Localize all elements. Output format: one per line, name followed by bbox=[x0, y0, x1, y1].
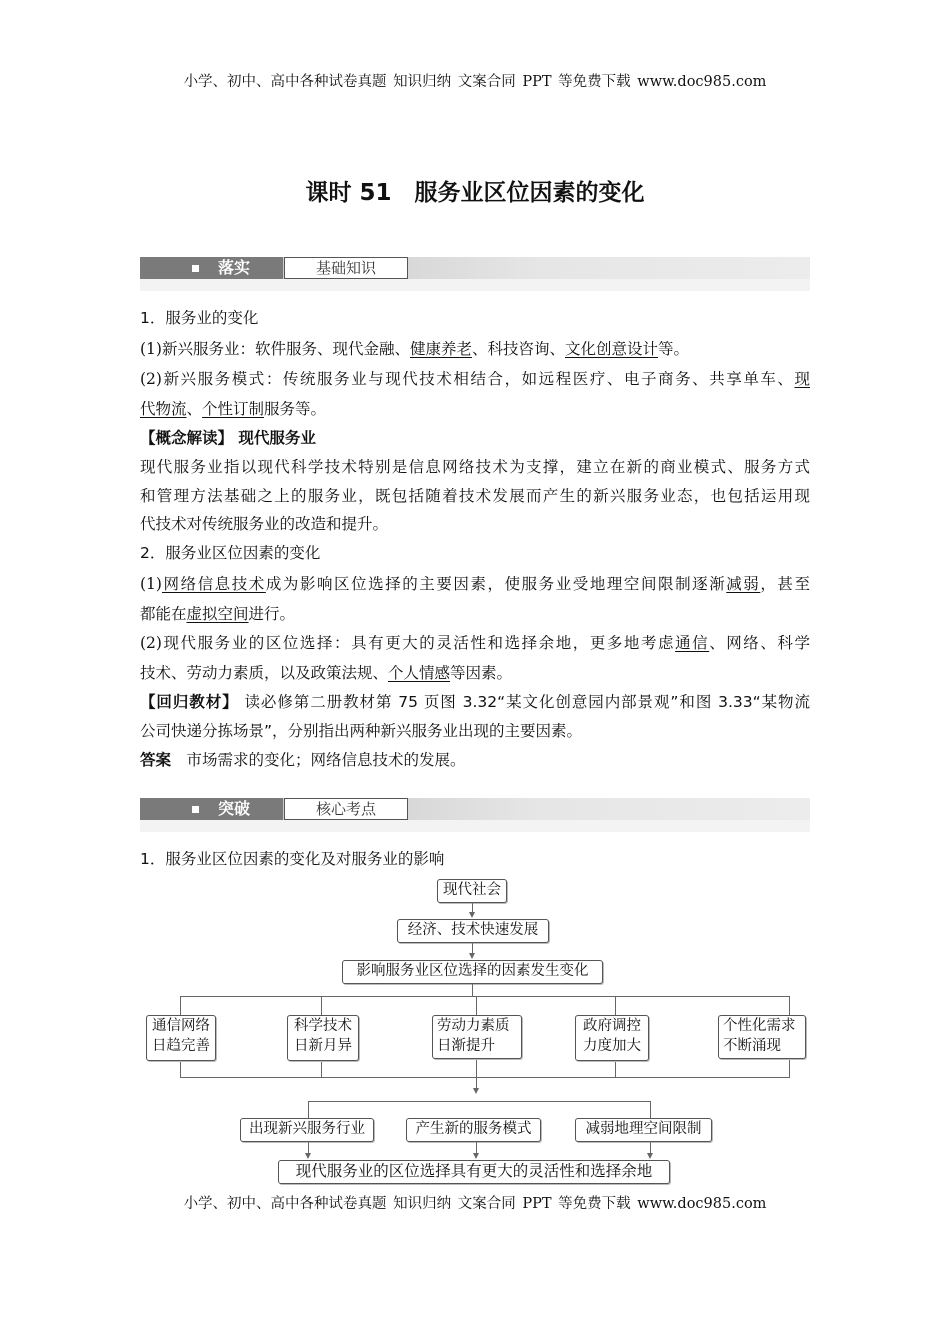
text-line bbox=[140, 541, 810, 563]
arrow-down-icon bbox=[473, 1153, 479, 1159]
text-segment: 市场需求的变化；网络信息技术的发展。 bbox=[171, 751, 466, 769]
page-title: 课时 51 服务业区位因素的变化 bbox=[305, 180, 645, 206]
text-segment: (2)新兴服务模式：传统服务业与现代技术相结合，如远程医疗、电子商务、共享单车、 bbox=[140, 370, 795, 388]
text-segment: 公司快递分拣场景”，分别指出两种新兴服务业出现的主要因素。 bbox=[140, 722, 583, 740]
text-segment: 、网络、科学 bbox=[709, 634, 810, 652]
underlined-answer: 健康养老 bbox=[409, 340, 472, 358]
text-line bbox=[140, 661, 810, 683]
section-bar-basics bbox=[140, 257, 810, 291]
text-segment: 和管理方法基础之上的服务业，既包括随着技术发展而产生的新兴服务业态，也包括运用现 bbox=[140, 487, 810, 505]
text-segment: 1．服务业的变化 bbox=[140, 309, 259, 327]
text-segment: 等因素。 bbox=[450, 664, 513, 682]
flow-effect-box: 出现新兴服务行业 bbox=[240, 1118, 374, 1142]
text-segment: 【回归教材】 bbox=[140, 693, 239, 711]
text-line bbox=[140, 397, 810, 419]
text-segment: 【概念解读】 现代服务业 bbox=[140, 429, 316, 447]
flow-effect-box: 减弱地理空间限制 bbox=[575, 1118, 712, 1142]
text-line bbox=[140, 748, 810, 770]
text-segment: 进行。 bbox=[248, 605, 296, 623]
subheading: 1．服务业区位因素的变化及对服务业的影响 bbox=[140, 850, 445, 868]
text-segment: 等。 bbox=[658, 340, 690, 358]
page-footer: 小学、初中、高中各种试卷真题 知识归纳 文案合同 PPT 等免费下载 www.doc985.com bbox=[183, 1196, 767, 1212]
underlined-answer: 个人情感 bbox=[388, 664, 451, 682]
underlined-answer: 网络信息技术 bbox=[161, 575, 266, 593]
text-segment: ，甚至 bbox=[760, 575, 810, 593]
square-bullet-icon bbox=[192, 265, 199, 272]
section-sublabel: 基础知识 bbox=[284, 257, 408, 279]
flow-box-top: 现代社会 bbox=[437, 879, 507, 903]
underlined-answer: 虚拟空间 bbox=[186, 605, 249, 623]
text-segment: 读必修第二册教材第 75 页图 3.32“某文化创意园内部景观”和图 3.33“某物流 bbox=[238, 693, 810, 711]
flow-effect-box: 产生新的服务模式 bbox=[406, 1118, 541, 1142]
text-segment: 2．服务业区位因素的变化 bbox=[140, 544, 321, 562]
text-line bbox=[140, 572, 810, 594]
section-bar-core bbox=[140, 798, 810, 832]
flow-factor-box: 通信网络 日趋完善 bbox=[146, 1015, 216, 1061]
text-segment: 都能在 bbox=[140, 605, 187, 623]
text-segment: 成为影响区位选择的主要因素，使服务业受地理空间限制逐渐 bbox=[265, 575, 727, 593]
text-line bbox=[140, 631, 810, 653]
text-segment: 答案 bbox=[140, 751, 172, 769]
arrow-down-icon bbox=[473, 1088, 479, 1094]
text-line bbox=[140, 306, 810, 328]
flow-factor-box: 个性化需求 不断涌现 bbox=[718, 1015, 806, 1059]
text-segment: (2)现代服务业的区位选择：具有更大的灵活性和选择余地，更多地考虑 bbox=[140, 634, 676, 652]
text-line bbox=[140, 367, 810, 389]
arrow-down-icon bbox=[469, 953, 475, 959]
text-segment: 现代服务业指以现代科学技术特别是信息网络技术为支撑，建立在新的商业模式、服务方式 bbox=[140, 458, 810, 476]
underlined-answer: 个性订制 bbox=[202, 400, 265, 418]
underlined-answer: 文化创意设计 bbox=[565, 340, 659, 358]
text-segment: 技术、劳动力素质，以及政策法规、 bbox=[140, 664, 389, 682]
text-line bbox=[140, 512, 810, 534]
text-line bbox=[140, 602, 810, 624]
text-segment: 代技术对传统服务业的改造和提升。 bbox=[140, 515, 389, 533]
arrow-down-icon bbox=[305, 1153, 311, 1159]
text-line bbox=[140, 690, 810, 712]
text-segment: 服务等。 bbox=[264, 400, 327, 418]
flow-factor-box: 政府调控 力度加大 bbox=[575, 1015, 649, 1061]
flow-box-third: 影响服务业区位选择的因素发生变化 bbox=[342, 960, 603, 984]
text-line bbox=[140, 337, 810, 359]
text-line bbox=[140, 455, 810, 477]
arrow-down-icon bbox=[469, 912, 475, 918]
text-segment: (1) bbox=[140, 575, 162, 593]
section-label: 突破 bbox=[218, 799, 251, 818]
square-bullet-icon bbox=[192, 806, 199, 813]
text-line bbox=[140, 719, 810, 741]
page-header: 小学、初中、高中各种试卷真题 知识归纳 文案合同 PPT 等免费下载 www.doc985.com bbox=[183, 74, 767, 90]
section-sublabel: 核心考点 bbox=[284, 798, 408, 820]
flow-result-box: 现代服务业的区位选择具有更大的灵活性和选择余地 bbox=[278, 1160, 670, 1184]
flow-factor-box: 科学技术 日新月异 bbox=[287, 1015, 359, 1061]
underlined-answer: 代物流 bbox=[140, 400, 187, 418]
text-line bbox=[140, 484, 810, 506]
flow-box-second: 经济、技术快速发展 bbox=[397, 919, 549, 943]
underlined-answer: 通信 bbox=[675, 634, 710, 652]
flow-factor-box: 劳动力素质 日渐提升 bbox=[432, 1015, 522, 1059]
text-segment: 、科技咨询、 bbox=[471, 340, 565, 358]
text-line bbox=[140, 426, 810, 448]
underlined-answer: 现 bbox=[794, 370, 810, 388]
arrow-down-icon bbox=[647, 1153, 653, 1159]
text-segment: 、 bbox=[186, 400, 203, 418]
underlined-answer: 减弱 bbox=[726, 575, 761, 593]
text-segment: (1)新兴服务业：软件服务、现代金融、 bbox=[140, 340, 410, 358]
section-label: 落实 bbox=[218, 258, 251, 277]
